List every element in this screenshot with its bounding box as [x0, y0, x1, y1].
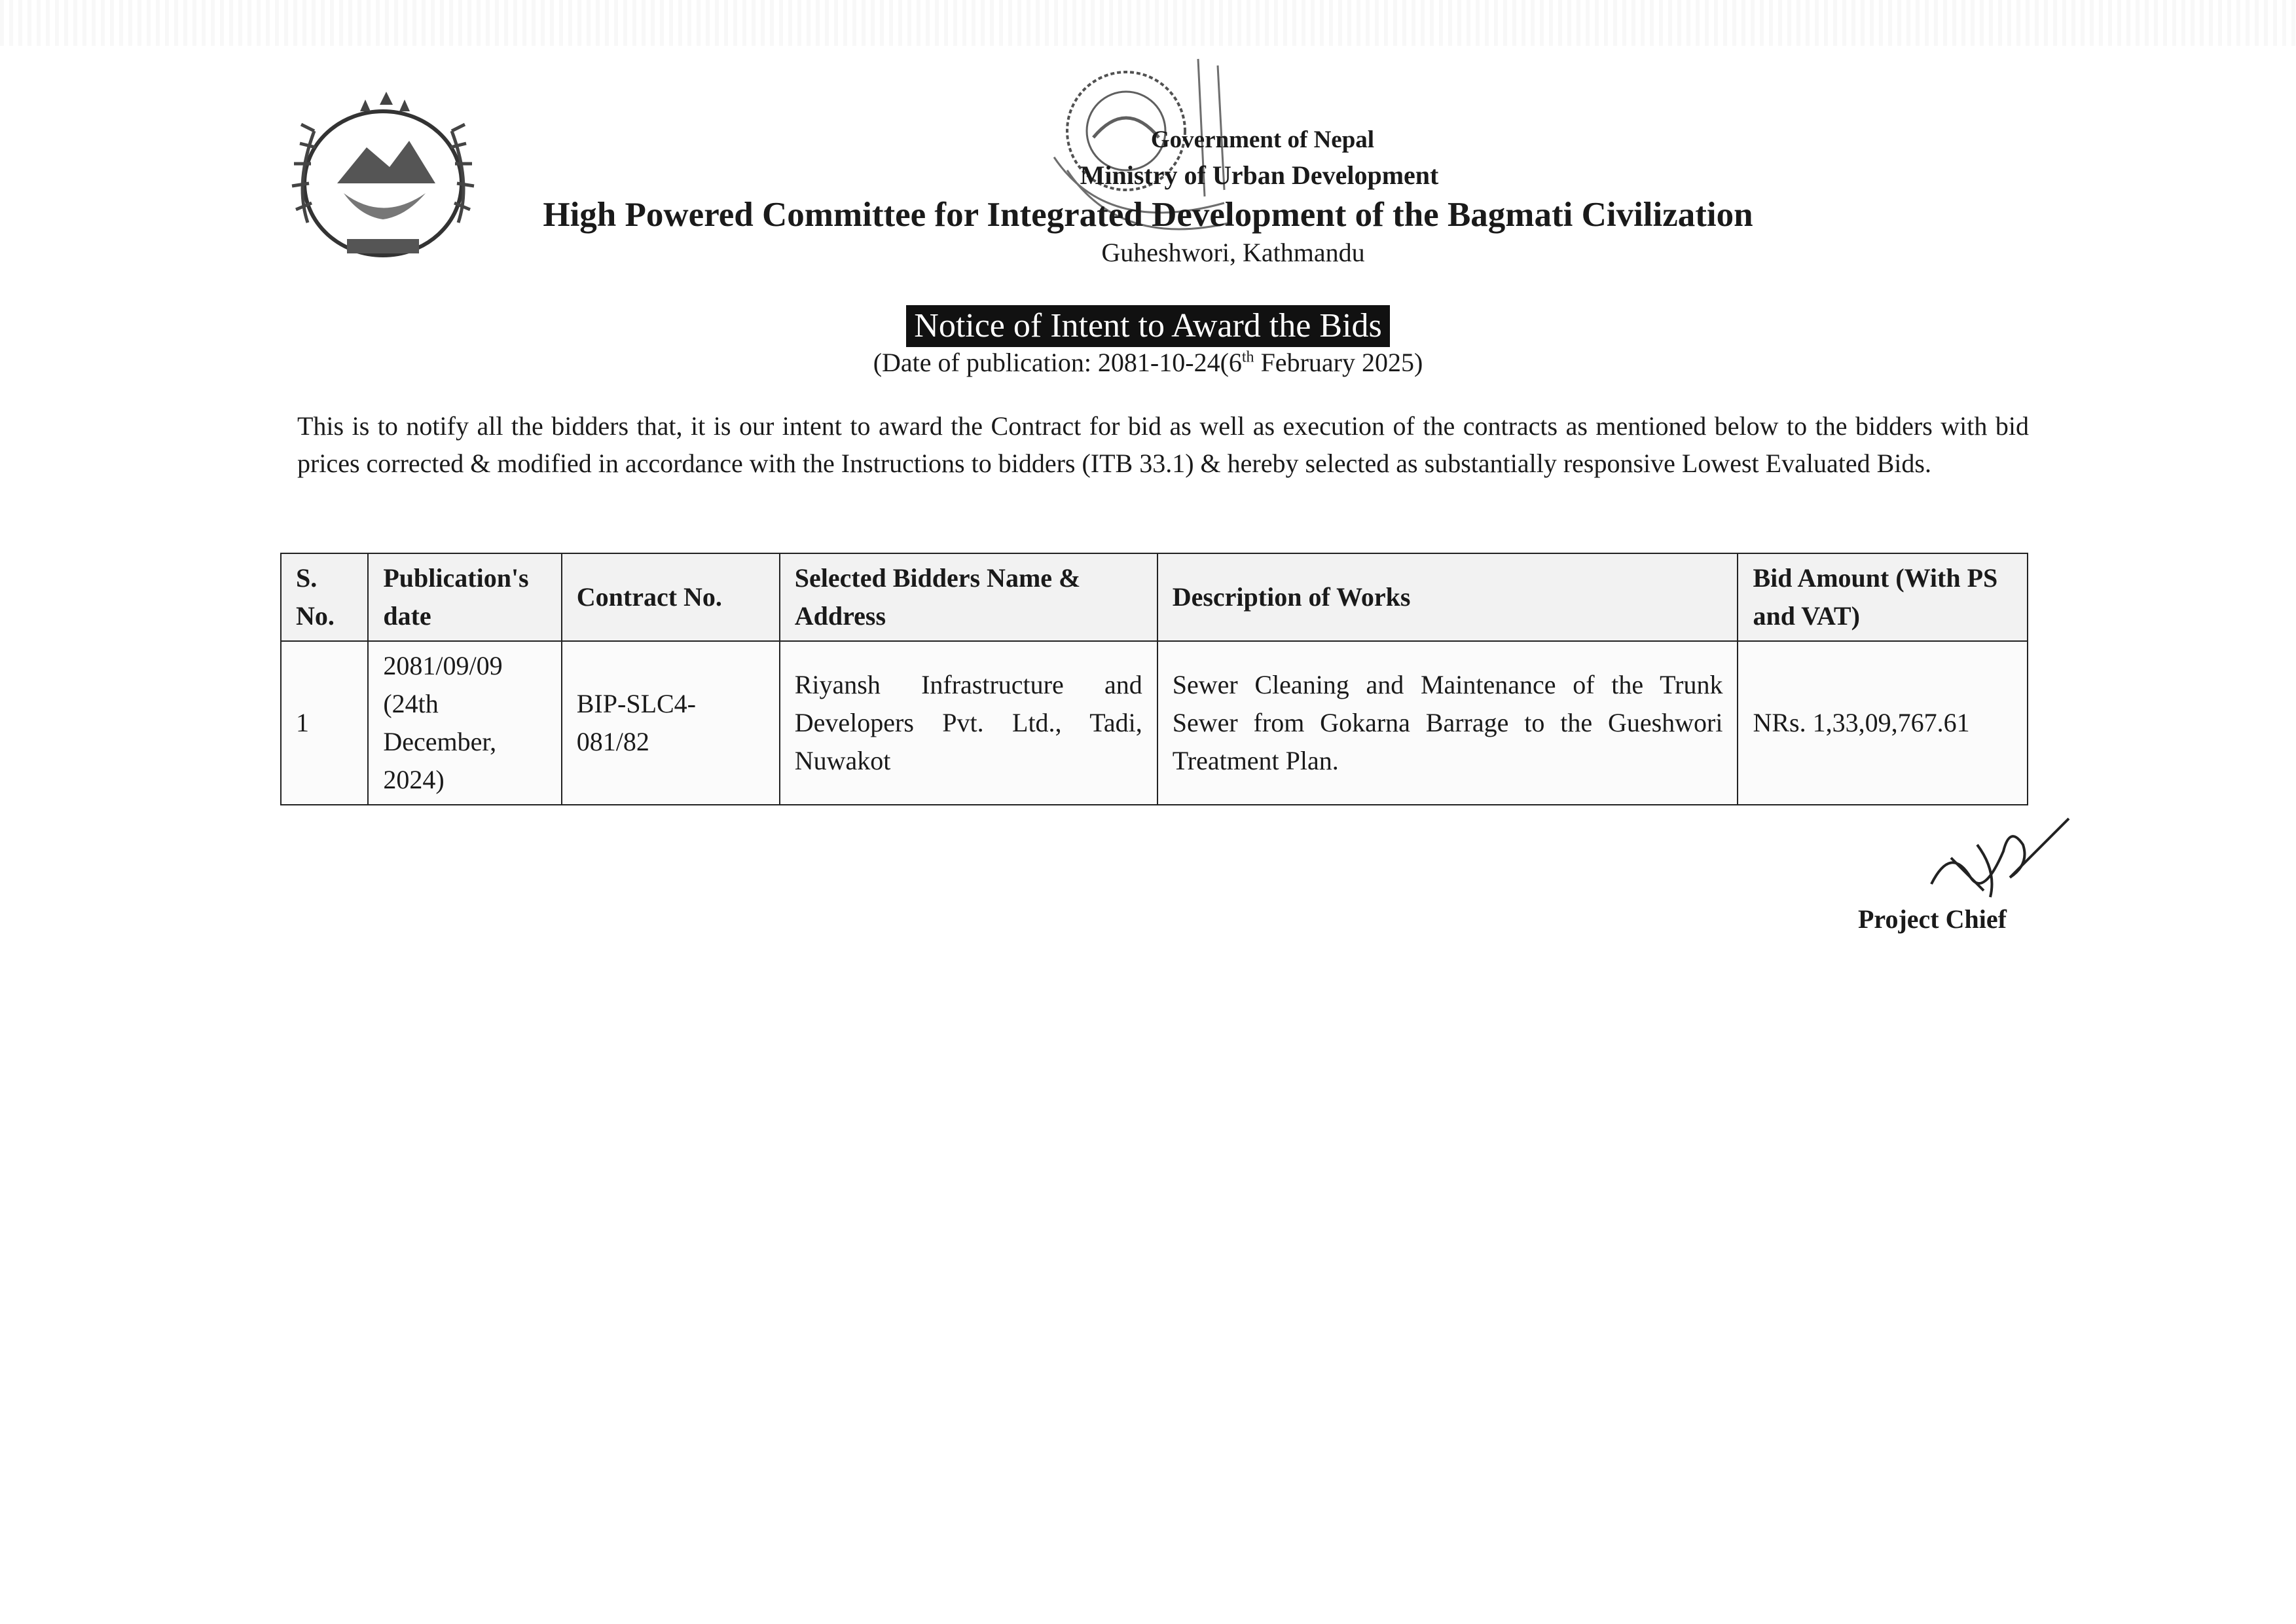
cell-bidder: Riyansh Infrastructure and Developers Pvt. Ltd., Tadi, Nuwakot: [780, 641, 1157, 805]
cell-sno: 1: [281, 641, 368, 805]
committee-name: High Powered Committee for Integrated Development of the Bagmati Civilization: [543, 196, 1753, 234]
publication-date-suffix: February 2025): [1254, 348, 1423, 377]
government-name: Government of Nepal: [1150, 126, 1375, 153]
header-contract-no: Contract No.: [562, 553, 780, 641]
ministry-name: Ministry of Urban Development: [1080, 160, 1439, 190]
table-header-row: [281, 553, 2028, 641]
signatory-title: Project Chief: [1858, 904, 2007, 934]
header-amount: Bid Amount (With PS and VAT): [1738, 553, 2028, 641]
header-sno: S. No.: [281, 553, 368, 641]
publication-date-sup: th: [1241, 348, 1254, 366]
notice-title-wrap: [0, 305, 2296, 347]
cell-amount: NRs. 1,33,09,767.61: [1738, 641, 2028, 805]
publication-date-prefix: (Date of publication: 2081-10-24(6: [873, 348, 1242, 377]
cell-pub-date: 2081/09/09 (24th December, 2024): [368, 641, 561, 805]
cell-contract-no: BIP-SLC4-081/82: [562, 641, 780, 805]
signature-icon: [1912, 805, 2075, 910]
header-description: Description of Works: [1157, 553, 1738, 641]
bids-table: [280, 553, 2028, 805]
header-pub-date: Publication's date: [368, 553, 561, 641]
intro-paragraph: This is to notify all the bidders that, it is our intent to award the Contract for bid as well as execution of the contracts as mentioned below to the bidders with bid prices corrected & modified in accordance with the Instructions to bidders (ITB 33.1) & hereby selected as substantially responsive Lowest Evaluated Bids.: [297, 411, 2029, 478]
cell-description: Sewer Cleaning and Maintenance of the Trunk Sewer from Gokarna Barrage to the Gueshwori Treatment Plan.: [1157, 641, 1738, 805]
header-bidder: Selected Bidders Name & Address: [780, 553, 1157, 641]
publication-date: [0, 347, 2296, 378]
notice-title: Notice of Intent to Award the Bids: [906, 305, 1389, 347]
office-location: Guheshwori, Kathmandu: [1101, 238, 1365, 267]
table-row: [281, 641, 2028, 805]
